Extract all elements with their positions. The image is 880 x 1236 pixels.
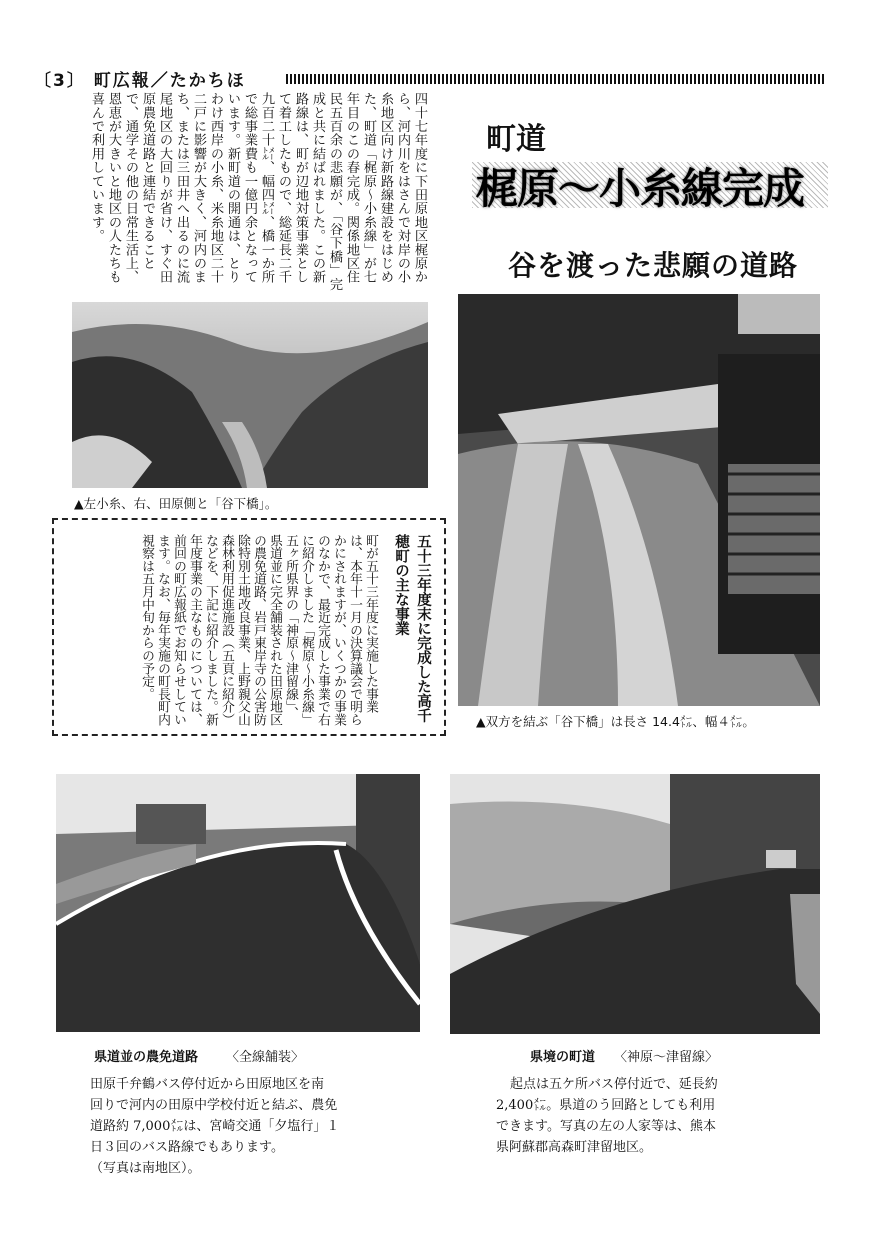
valley-photo [72,302,428,488]
border-road-text-line: できます。写真の左の人家等は、熊本 [496,1119,716,1134]
border-road-subtitle: 〈神原～津留線〉 [614,1050,719,1065]
border-road-text-line: 2,400㍍。県道のう回路としても利用 [496,1098,716,1113]
headline-kicker: 町道 [486,122,546,157]
intro-article: 四十七年度に下田原地区梶原から、河内川をはさんで対岸の小糸地区向け新路線建設をはじめた、町道「梶原～小糸線」が七年目のこの春完成。関係地区住民五百余の悲願が、「谷下橋」完成と共に結ばれました。この新路線は、町が辺地対策事業として着工したもので、総延長二千九百二十㍍、幅四㍍、橋一か所で総事業費も一億円余となっています。新町道の開通は、とりわけ西岸の小糸、米糸地区二十二戸に影響が大きく、河内のまち、または三田井へ出るのに流尾地区の大回りが省け、すぐ田原農免道路と連結できることで、通学その他の日常生活上、恩恵が大きいと地区の人たちも喜んで利用しています。 [89,92,427,291]
headline-main: 梶原～小糸線完成 [476,164,805,213]
bridge-road-photo [458,294,820,706]
main-projects-title: 五十三年度末に完成した高千穂町の主な事業 [393,534,431,723]
farm-road-text-line: （写真は南地区）。 [90,1161,201,1176]
border-road-text [496,1074,826,1158]
border-road-title: 県境の町道 [530,1050,596,1065]
headline-sub: 谷を渡った悲願の道路 [508,249,799,282]
farm-road-text-line: 道路約 7,000㍍は、宮崎交通「夕塩行」１ [90,1119,340,1134]
farm-road-text-line: 日３回のバス路線でもあります。 [90,1140,284,1155]
farm-road-text-line: 田原千弁鶴バス停付近から田原地区を南 [90,1077,325,1092]
prefecture-border-road-photo [450,774,820,1034]
page-header: 〔3〕 町広報／たかちほ [34,71,246,91]
farm-road-subtitle: 〈全線舗装〉 [226,1050,305,1065]
header-rule [286,74,826,84]
farm-road-text-line: 回りで河内の田原中学校付近と結ぶ、農免 [90,1098,338,1113]
farm-road-photo [56,774,420,1032]
main-projects-body: 町が五十三年度に実施した事業は、本年十一月の決算議会で明らかにされますが、いくつかの事業のなかで、最近完成した事業で右に紹介しました「梶原～小糸線」五ヶ所県界の「神原～津留線」、県道並に完全舗装された田原地区の農免道路、岩戸東岸寺の公害防除特別土地改良事業、上野親父山森林利用促進施設（五頁に紹介）などを、下記に紹介しました。新年度事業の主なものについては、前回の町広報紙でお知らせしています。なお、毎年実施の町長町内視察は五月中旬からの予定。 [139,534,378,726]
farm-road-title: 県道並の農免道路 [94,1050,199,1065]
valley-photo-caption: ▲左小糸、右、田原側と「谷下橋」。 [74,496,278,511]
border-road-text-line: 県阿蘇郡高森町津留地区。 [496,1140,653,1155]
farm-road-text [90,1074,430,1179]
bridge-photo-caption: ▲双方を結ぶ「谷下橋」は長さ 14.4㍍、幅４㍍。 [476,714,755,729]
border-road-text-line: 起点は五ケ所バス停付近で、延長約 [510,1077,718,1092]
